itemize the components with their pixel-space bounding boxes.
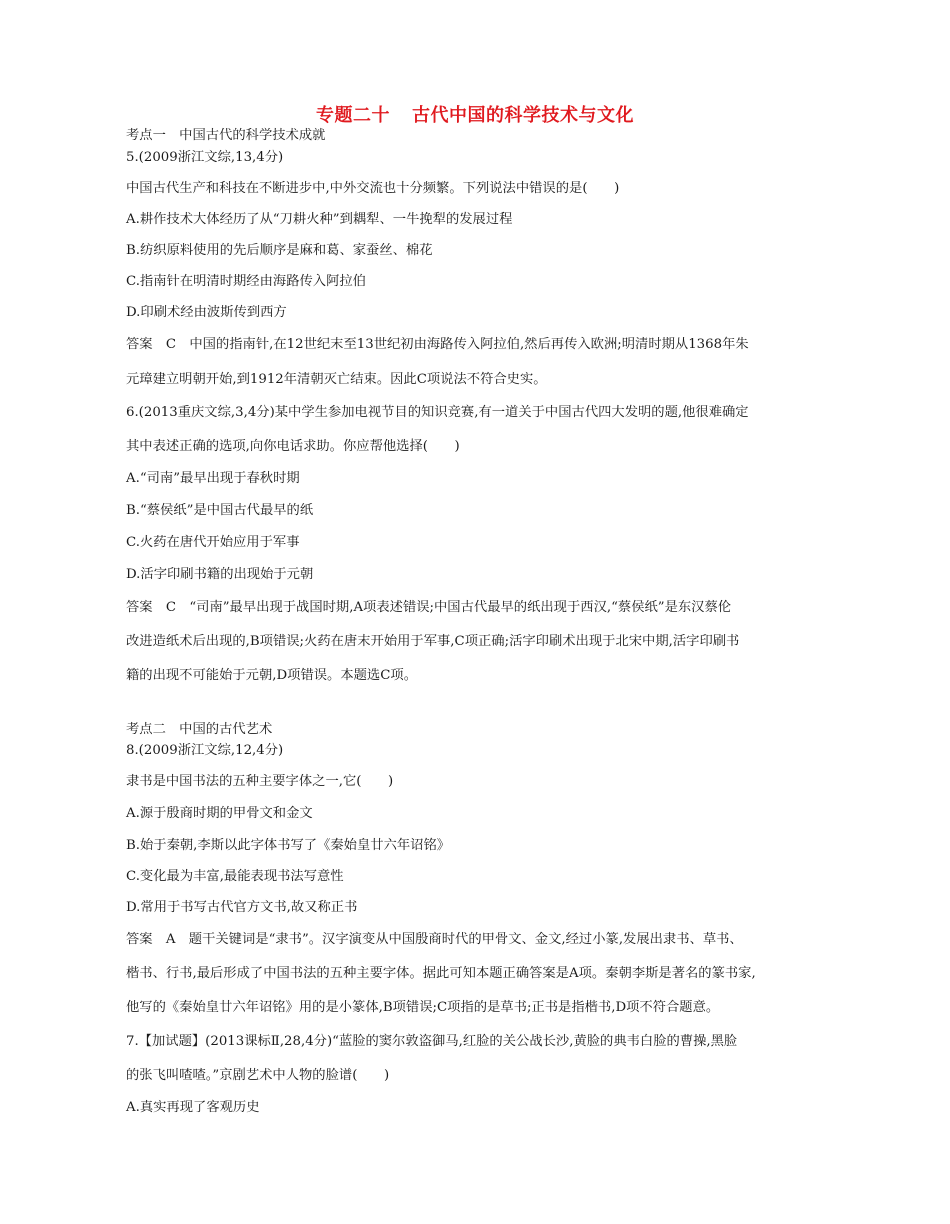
answer-text: 答案 C “司南”最早出现于战国时期,A项表述错误;中国古代最早的纸出现于西汉,“蔡侯纸”是东汉蔡伦 (126, 600, 732, 615)
answer-text: 籍的出现不可能始于元朝,D项错误。本题选C项。 (126, 668, 417, 683)
answer-text: 楷书、行书,最后形成了中国书法的五种主要字体。据此可知本题正确答案是A项。秦朝李斯是著名的篆书家, (126, 966, 756, 981)
question-stem: 其中表述正确的选项,向你电话求助。你应帮他选择( ) (126, 439, 460, 454)
question-stem: 的张飞叫喳喳。”京剧艺术中人物的脸谱( ) (126, 1068, 390, 1083)
title-topic-name: 古代中国的科学技术与文化 (412, 105, 634, 126)
title-topic-number: 专题二十 (316, 105, 390, 126)
option-b: B.“蔡侯纸”是中国古代最早的纸 (126, 503, 314, 518)
answer-text: 元璋建立明朝开始,到1912年清朝灭亡结束。因此C项说法不符合史实。 (126, 372, 547, 387)
question-stem: 隶书是中国书法的五种主要字体之一,它( ) (126, 774, 394, 789)
page-title (0, 101, 950, 127)
option-c: C.指南针在明清时期经由海路传入阿拉伯 (126, 274, 366, 289)
section-heading: 考点二 中国的古代艺术 (126, 722, 273, 737)
answer-text: 答案 C 中国的指南针,在12世纪末至13世纪初由海路传入阿拉伯,然后再传入欧洲;明清时期从1368年朱 (126, 337, 749, 352)
question-stem: 6.(2013重庆文综,3,4分)某中学生参加电视节目的知识竞赛,有一道关于中国古代四大发明的题,他很难确定 (126, 405, 749, 420)
option-c: C.火药在唐代开始应用于军事 (126, 535, 300, 550)
option-a: A.真实再现了客观历史 (126, 1100, 260, 1115)
question-source: 5.(2009浙江文综,13,4分) (126, 150, 284, 165)
option-a: A.“司南”最早出现于春秋时期 (126, 471, 300, 486)
question-stem: 7.【加试题】(2013课标Ⅱ,28,4分)“蓝脸的窦尔敦盗御马,红脸的关公战长沙,黄脸的典韦白脸的曹操,黑脸 (126, 1034, 738, 1049)
answer-text: 答案 A 题干关键词是“隶书”。汉字演变从中国殷商时代的甲骨文、金文,经过小篆,发展出隶书、草书、 (126, 932, 743, 947)
section-heading: 考点一 中国古代的科学技术成就 (126, 128, 326, 143)
question-stem: 中国古代生产和科技在不断进步中,中外交流也十分频繁。下列说法中错误的是( ) (126, 181, 620, 196)
answer-text: 改进造纸术后出现的,B项错误;火药在唐末开始用于军事,C项正确;活字印刷术出现于北宋中期,活字印刷书 (126, 634, 740, 649)
option-a: A.源于殷商时期的甲骨文和金文 (126, 806, 313, 821)
option-b: B.纺织原料使用的先后顺序是麻和葛、家蚕丝、棉花 (126, 243, 433, 258)
option-b: B.始于秦朝,李斯以此字体书写了《秦始皇廿六年诏铭》 (126, 838, 451, 853)
answer-text: 他写的《秦始皇廿六年诏铭》用的是小篆体,B项错误;C项指的是草书;正书是指楷书,D项不符合题意。 (126, 1000, 720, 1015)
option-d: D.活字印刷书籍的出现始于元朝 (126, 567, 314, 582)
question-source: 8.(2009浙江文综,12,4分) (126, 743, 284, 758)
option-c: C.变化最为丰富,最能表现书法写意性 (126, 869, 344, 884)
option-a: A.耕作技术大体经历了从“刀耕火种”到耦犁、一牛挽犁的发展过程 (126, 212, 513, 227)
option-d: D.常用于书写古代官方文书,故又称正书 (126, 900, 358, 915)
option-d: D.印刷术经由波斯传到西方 (126, 305, 287, 320)
